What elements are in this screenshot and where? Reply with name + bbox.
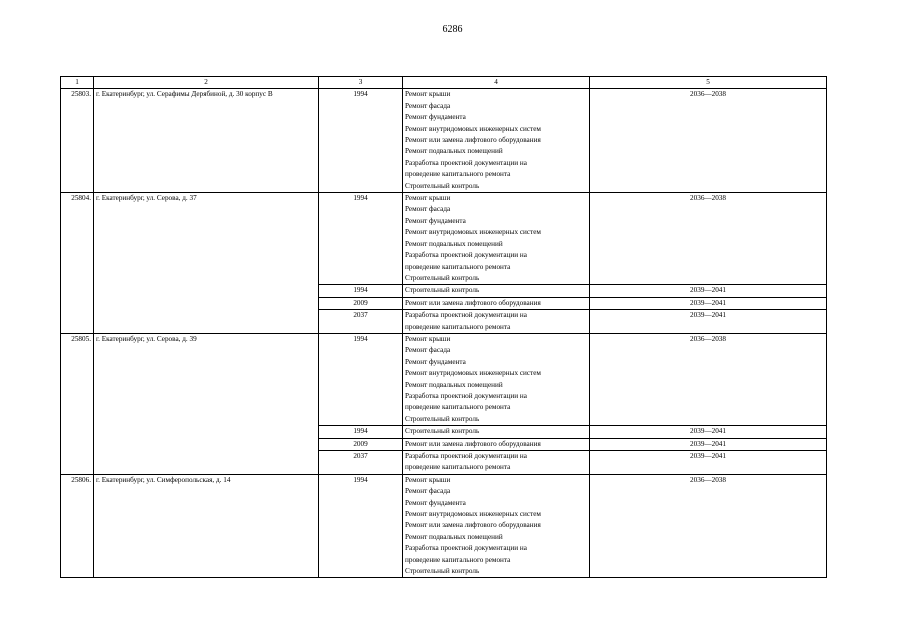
work-item: Ремонт крыши [405, 90, 451, 99]
entry-number: 25803. [61, 89, 94, 193]
work-item: Ремонт крыши [405, 194, 451, 203]
work-item: Ремонт внутридомовых инженерных систем [405, 510, 541, 519]
repair-period: 2036—2038 [590, 193, 827, 285]
entry-address: г. Екатеринбург, ул. Серова, д. 37 [94, 193, 319, 334]
page-number: 6286 [442, 24, 463, 35]
header-cell-3: 3 [319, 77, 403, 89]
build-year: 1994 [319, 89, 403, 193]
repair-period: 2039—2041 [590, 285, 827, 297]
work-item: Ремонт подвальных помещений [405, 239, 503, 248]
works-list [403, 193, 590, 285]
entry-address: г. Екатеринбург, ул. Симферопольская, д. 14 [94, 474, 319, 578]
build-year: 2037 [319, 451, 403, 475]
work-item: Ремонт или замена лифтового оборудования [405, 136, 541, 145]
work-item: Строительный контроль [405, 414, 480, 423]
work-item: Строительный контроль [405, 286, 480, 295]
work-item: Ремонт внутридомовых инженерных систем [405, 228, 541, 237]
works-list [403, 426, 590, 438]
works-list [403, 297, 590, 309]
capital-repair-table [60, 76, 827, 578]
work-item: Ремонт внутридомовых инженерных систем [405, 369, 541, 378]
repair-period: 2036—2038 [590, 89, 827, 193]
work-item: Ремонт фасада [405, 101, 451, 110]
work-item: Ремонт фасада [405, 487, 451, 496]
work-item: Ремонт крыши [405, 475, 451, 484]
header-cell-4: 4 [403, 77, 590, 89]
entry-number: 25804. [61, 193, 94, 334]
repair-period: 2036—2038 [590, 333, 827, 425]
entry-number: 25805. [61, 333, 94, 474]
entry-address: г. Екатеринбург, ул. Серова, д. 39 [94, 333, 319, 474]
work-item: Ремонт фасада [405, 346, 451, 355]
work-item: Ремонт крыши [405, 334, 451, 343]
header-cell-5: 5 [590, 77, 827, 89]
table-row [61, 89, 827, 193]
work-item: Ремонт или замена лифтового оборудования [405, 298, 541, 307]
work-item: Ремонт фундамента [405, 357, 466, 366]
build-year: 1994 [319, 426, 403, 438]
work-item: Строительный контроль [405, 567, 480, 576]
works-list [403, 89, 590, 193]
work-item: Ремонт или замена лифтового оборудования [405, 521, 541, 530]
work-item: Разработка проектной документации на [405, 452, 527, 460]
header-row [61, 77, 827, 89]
table-row [61, 333, 827, 425]
works-list [403, 333, 590, 425]
work-item: Ремонт фундамента [405, 113, 466, 122]
build-year: 1994 [319, 285, 403, 297]
works-list [403, 285, 590, 297]
build-year: 2009 [319, 438, 403, 450]
works-list [403, 438, 590, 450]
work-item: проведение капитального ремонта [405, 463, 511, 472]
repair-period: 2039—2041 [590, 426, 827, 438]
work-item: Разработка проектной документации на [405, 391, 527, 400]
build-year: 1994 [319, 333, 403, 425]
work-item: Ремонт подвальных помещений [405, 147, 503, 156]
header-cell-2: 2 [94, 77, 319, 89]
work-item: проведение капитального ремонта [405, 403, 511, 412]
repair-period: 2039—2041 [590, 451, 827, 475]
work-item: Разработка проектной документации на [405, 158, 527, 167]
work-item: Ремонт фасада [405, 205, 451, 214]
work-item: Ремонт фундамента [405, 498, 466, 507]
work-item: проведение капитального ремонта [405, 322, 511, 331]
table-body [61, 77, 827, 578]
build-year: 1994 [319, 474, 403, 578]
work-item: проведение капитального ремонта [405, 170, 511, 179]
repair-period: 2039—2041 [590, 310, 827, 334]
entry-address: г. Екатеринбург, ул. Серафимы Дерябиной, д. 30 корпус В [94, 89, 319, 193]
table-row [61, 474, 827, 578]
entry-number: 25806. [61, 474, 94, 578]
table-row [61, 193, 827, 285]
repair-period: 2039—2041 [590, 438, 827, 450]
work-item: проведение капитального ремонта [405, 262, 511, 271]
repair-period: 2036—2038 [590, 474, 827, 578]
works-list [403, 451, 590, 475]
works-list [403, 474, 590, 578]
repair-period: 2039—2041 [590, 297, 827, 309]
work-item: Ремонт подвальных помещений [405, 532, 503, 541]
build-year: 1994 [319, 193, 403, 285]
work-item: Ремонт внутридомовых инженерных систем [405, 124, 541, 133]
work-item: Строительный контроль [405, 427, 480, 436]
work-item: Ремонт подвальных помещений [405, 380, 503, 389]
work-item: Строительный контроль [405, 181, 480, 190]
work-item: Разработка проектной документации на [405, 311, 527, 320]
build-year: 2009 [319, 297, 403, 309]
works-list [403, 310, 590, 334]
work-item: Строительный контроль [405, 273, 480, 282]
work-item: Разработка проектной документации на [405, 251, 527, 260]
build-year: 2037 [319, 310, 403, 334]
work-item: Ремонт или замена лифтового оборудования [405, 439, 541, 448]
work-item: Ремонт фундамента [405, 216, 466, 225]
work-item: Разработка проектной документации на [405, 544, 527, 553]
header-cell-1: 1 [61, 77, 94, 89]
work-item: проведение капитального ремонта [405, 555, 511, 564]
